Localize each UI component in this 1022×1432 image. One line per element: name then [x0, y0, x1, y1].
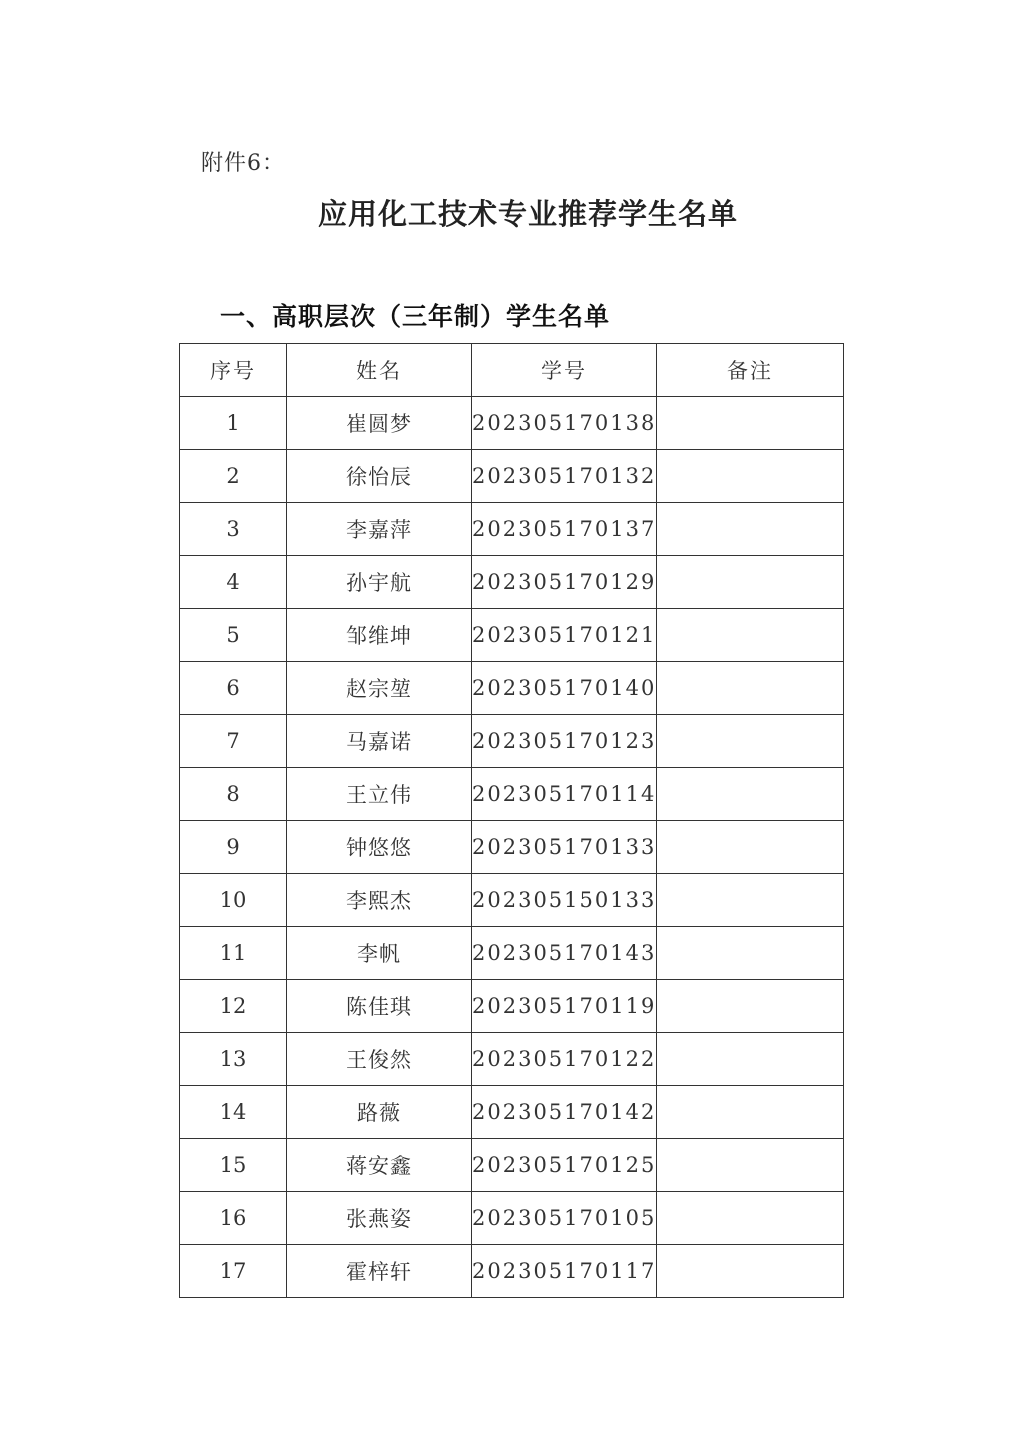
cell-name: 路薇: [287, 1086, 472, 1139]
cell-name: 徐怡辰: [287, 450, 472, 503]
cell-note: [657, 1192, 844, 1245]
cell-seq: 10: [180, 874, 287, 927]
header-seq: 序号: [180, 344, 287, 397]
cell-seq: 14: [180, 1086, 287, 1139]
cell-student-id: 202305170114: [472, 768, 657, 821]
cell-student-id: 202305170125: [472, 1139, 657, 1192]
cell-seq: 9: [180, 821, 287, 874]
cell-note: [657, 1033, 844, 1086]
section-heading: 一、高职层次（三年制）学生名单: [220, 302, 611, 331]
cell-note: [657, 980, 844, 1033]
cell-student-id: 202305150133: [472, 874, 657, 927]
table-row: [180, 1033, 844, 1086]
table-row: [180, 874, 844, 927]
cell-name: 李嘉萍: [287, 503, 472, 556]
table-row: [180, 768, 844, 821]
cell-student-id: 202305170138: [472, 397, 657, 450]
cell-seq: 6: [180, 662, 287, 715]
table-row: [180, 1192, 844, 1245]
cell-name: 王立伟: [287, 768, 472, 821]
cell-student-id: 202305170105: [472, 1192, 657, 1245]
cell-name: 张燕姿: [287, 1192, 472, 1245]
cell-name: 霍梓轩: [287, 1245, 472, 1298]
table-row: [180, 1245, 844, 1298]
cell-student-id: 202305170132: [472, 450, 657, 503]
cell-student-id: 202305170121: [472, 609, 657, 662]
cell-seq: 3: [180, 503, 287, 556]
cell-name: 李熙杰: [287, 874, 472, 927]
table-row: [180, 397, 844, 450]
header-note: 备注: [657, 344, 844, 397]
cell-seq: 12: [180, 980, 287, 1033]
cell-seq: 11: [180, 927, 287, 980]
cell-seq: 16: [180, 1192, 287, 1245]
table-body: [180, 397, 844, 1298]
cell-student-id: 202305170119: [472, 980, 657, 1033]
cell-name: 李帆: [287, 927, 472, 980]
cell-seq: 2: [180, 450, 287, 503]
cell-seq: 5: [180, 609, 287, 662]
cell-note: [657, 1086, 844, 1139]
cell-student-id: 202305170140: [472, 662, 657, 715]
cell-name: 陈佳琪: [287, 980, 472, 1033]
cell-note: [657, 768, 844, 821]
cell-seq: 17: [180, 1245, 287, 1298]
cell-name: 马嘉诺: [287, 715, 472, 768]
cell-note: [657, 662, 844, 715]
table-row: [180, 1086, 844, 1139]
table-row: [180, 503, 844, 556]
table-row: [180, 715, 844, 768]
cell-note: [657, 1245, 844, 1298]
cell-seq: 15: [180, 1139, 287, 1192]
table-row: [180, 821, 844, 874]
cell-note: [657, 715, 844, 768]
cell-name: 王俊然: [287, 1033, 472, 1086]
cell-name: 崔圆梦: [287, 397, 472, 450]
table-row: [180, 609, 844, 662]
table-header-row: [180, 344, 844, 397]
cell-name: 邹维坤: [287, 609, 472, 662]
table-row: [180, 927, 844, 980]
cell-student-id: 202305170117: [472, 1245, 657, 1298]
cell-student-id: 202305170133: [472, 821, 657, 874]
cell-student-id: 202305170137: [472, 503, 657, 556]
student-roster-table: [179, 343, 844, 1298]
cell-note: [657, 1139, 844, 1192]
header-name: 姓名: [287, 344, 472, 397]
table-row: [180, 662, 844, 715]
document-title: 应用化工技术专业推荐学生名单: [317, 197, 738, 231]
cell-note: [657, 821, 844, 874]
cell-seq: 4: [180, 556, 287, 609]
cell-name: 钟悠悠: [287, 821, 472, 874]
cell-name: 蒋安鑫: [287, 1139, 472, 1192]
table-row: [180, 450, 844, 503]
cell-seq: 8: [180, 768, 287, 821]
table-row: [180, 556, 844, 609]
cell-note: [657, 556, 844, 609]
cell-seq: 13: [180, 1033, 287, 1086]
cell-seq: 1: [180, 397, 287, 450]
cell-student-id: 202305170122: [472, 1033, 657, 1086]
cell-name: 孙宇航: [287, 556, 472, 609]
cell-note: [657, 503, 844, 556]
cell-student-id: 202305170129: [472, 556, 657, 609]
table-row: [180, 1139, 844, 1192]
cell-student-id: 202305170123: [472, 715, 657, 768]
cell-note: [657, 609, 844, 662]
table-row: [180, 980, 844, 1033]
cell-note: [657, 927, 844, 980]
cell-student-id: 202305170142: [472, 1086, 657, 1139]
cell-note: [657, 874, 844, 927]
cell-student-id: 202305170143: [472, 927, 657, 980]
attachment-label: 附件6：: [201, 151, 285, 176]
cell-name: 赵宗堃: [287, 662, 472, 715]
cell-note: [657, 450, 844, 503]
header-student-id: 学号: [472, 344, 657, 397]
cell-seq: 7: [180, 715, 287, 768]
cell-note: [657, 397, 844, 450]
